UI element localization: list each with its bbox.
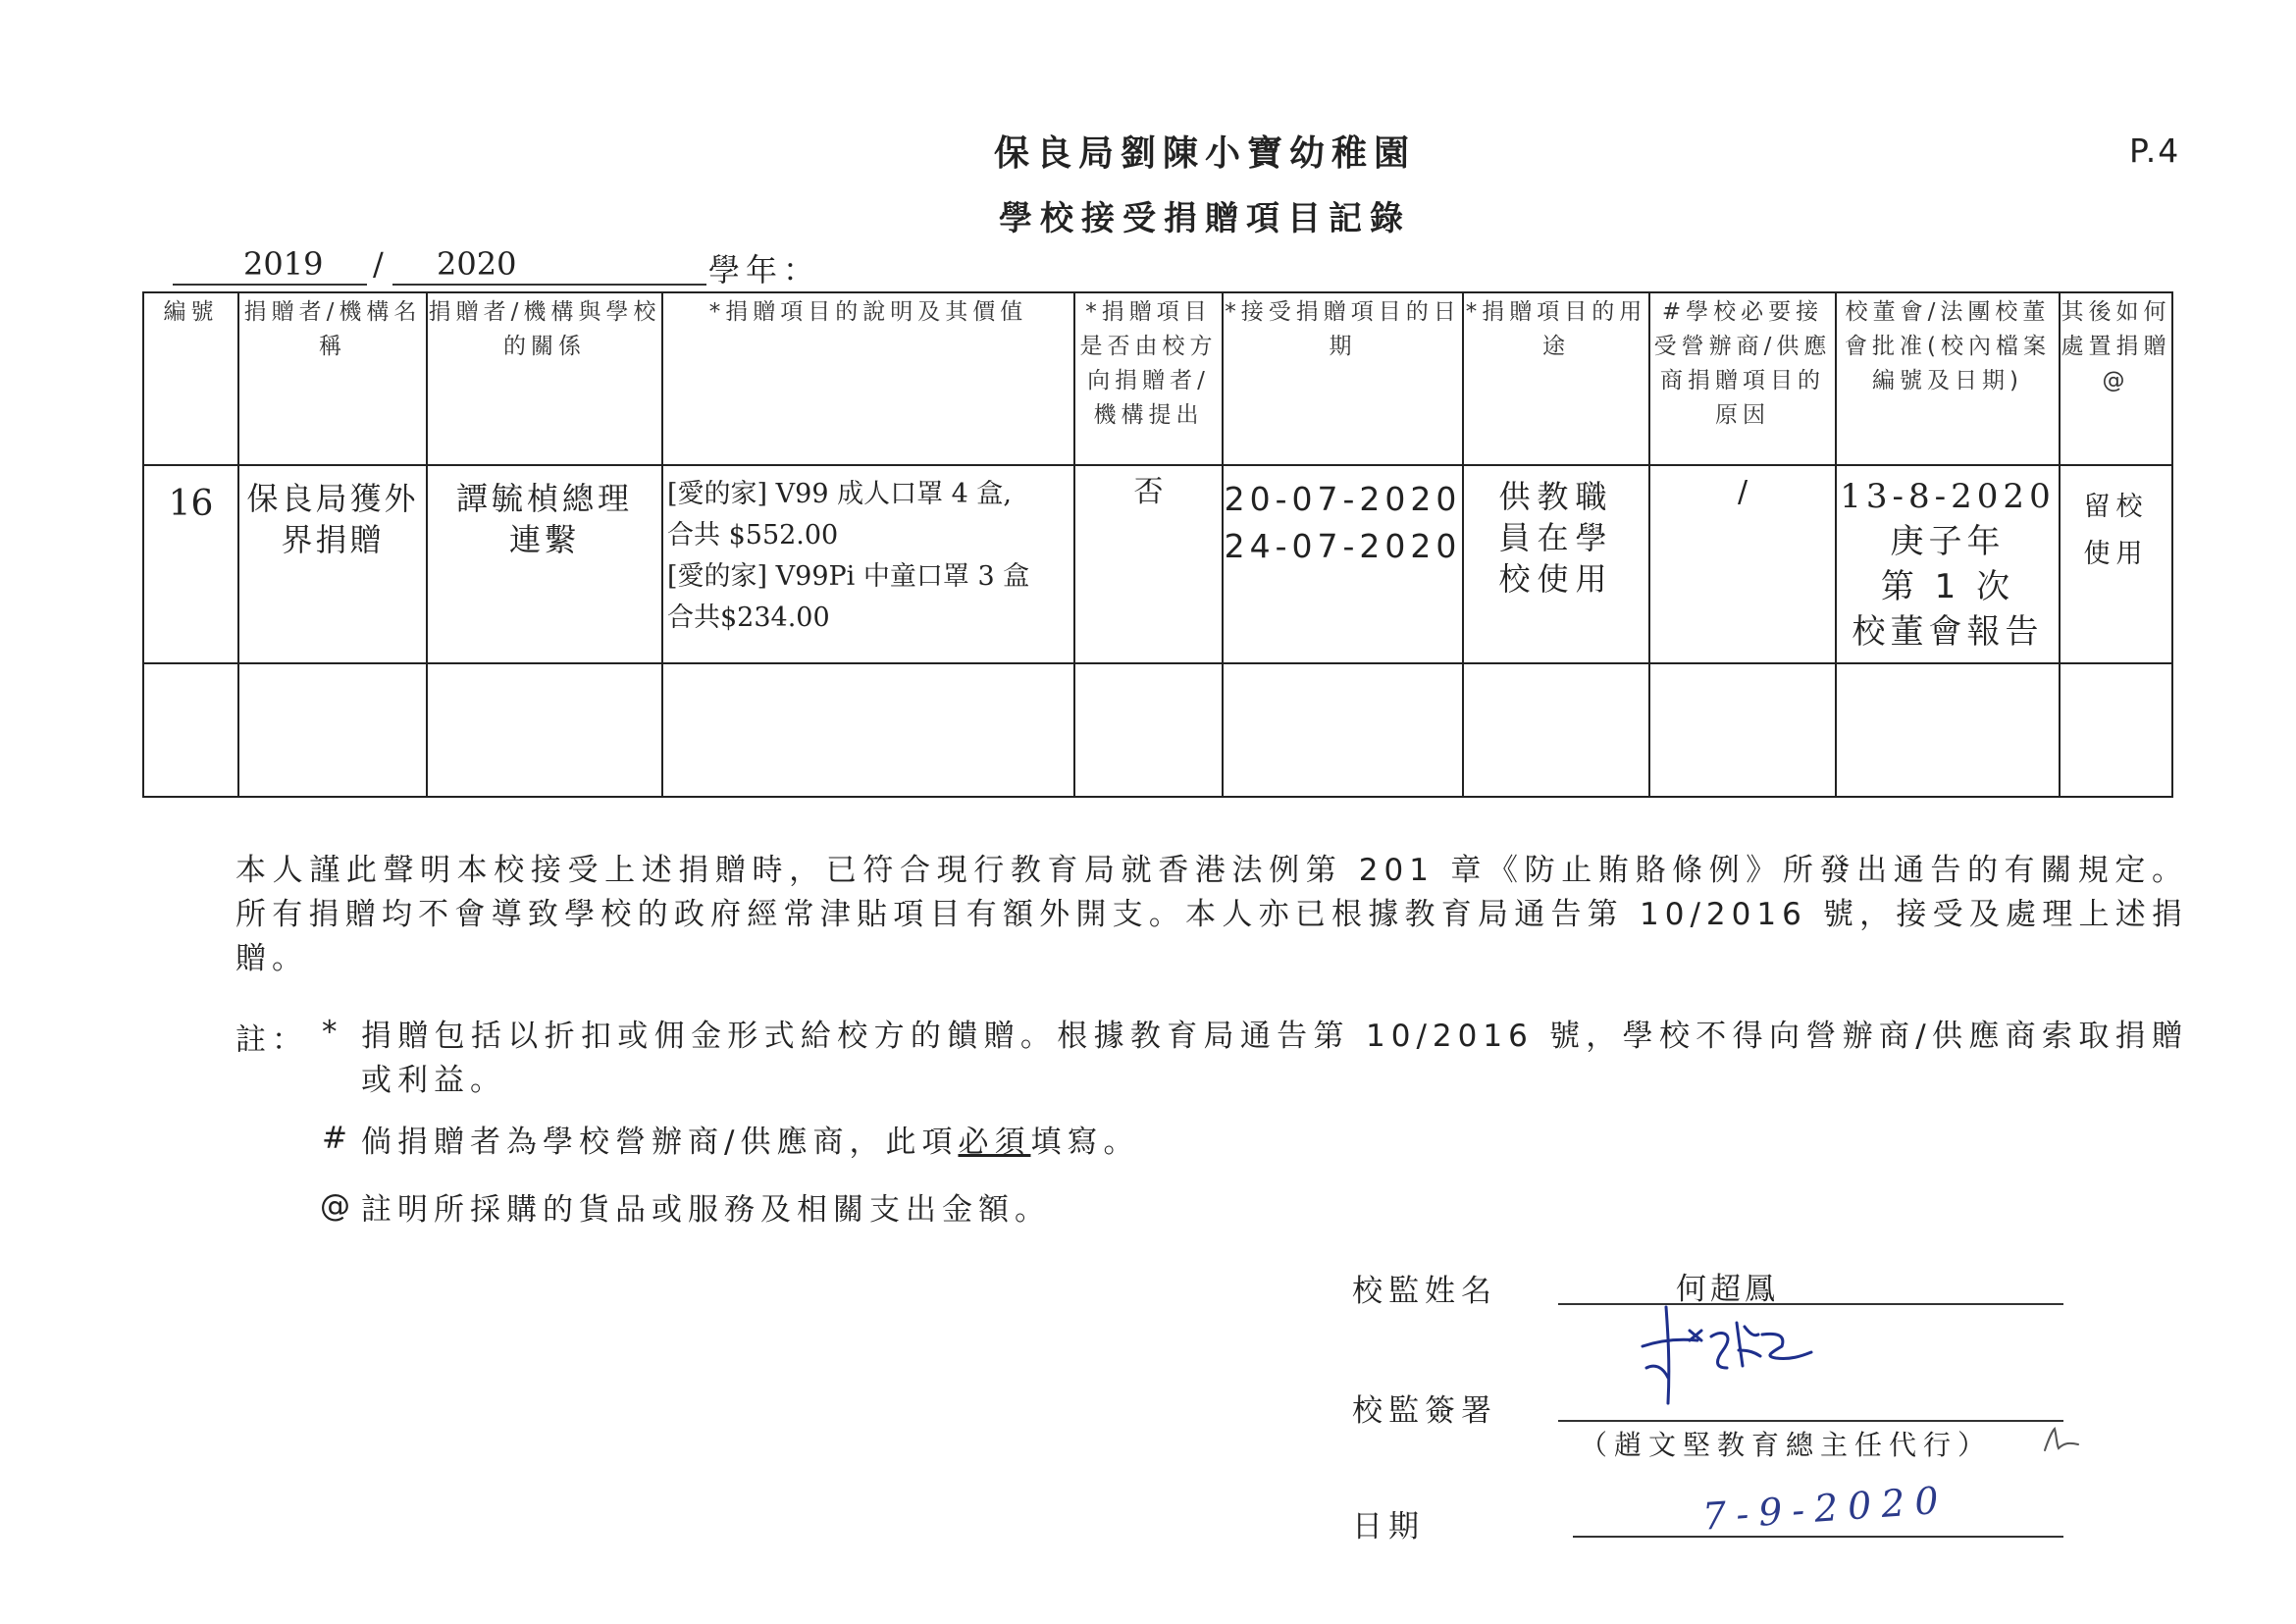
approval-year: 庚子年	[1890, 522, 2006, 561]
row-donor-relation: 譚毓楨總理連繫	[427, 465, 662, 663]
notes-label: 註：	[235, 1022, 308, 1058]
row-description	[662, 465, 1074, 663]
school-year-end: 2020	[437, 245, 517, 283]
description-line: 合共 $552.00	[667, 520, 839, 550]
row-number: 16	[143, 465, 238, 663]
approval-meeting: 第 1 次	[1880, 567, 2015, 606]
description-line: 合共$234.00	[667, 602, 830, 633]
row-initiated: 否	[1074, 465, 1223, 663]
header-date-accepted: *接受捐贈項目的日期	[1223, 292, 1463, 465]
year-start-underline	[173, 284, 367, 286]
note-star-text: 捐贈包括以折扣或佣金形式給校方的饋贈。根據教育局通告第 10/2016 號，學校不得向營辦商/供應商索取捐贈或利益。	[361, 1019, 2188, 1098]
donation-record-table	[142, 291, 2173, 798]
header-purpose: *捐贈項目的用途	[1463, 292, 1649, 465]
row-donor-name: 保良局獲外界捐贈	[238, 465, 427, 663]
school-year-separator: /	[373, 245, 384, 283]
header-donor-relation: 捐贈者/機構與學校的關係	[427, 292, 662, 465]
table-row-empty	[143, 663, 2172, 797]
date-received-1: 20-07-2020	[1224, 480, 1462, 518]
underlined-must: 必須	[958, 1125, 1031, 1160]
header-initiated-by-school: *捐贈項目是否由校方向捐贈者/機構提出	[1074, 292, 1223, 465]
handwritten-date: 7-9-2020	[1700, 1478, 1950, 1539]
note-at-symbol: @	[320, 1188, 350, 1224]
signed-on-behalf-note: （趙文堅教育總主任代行）	[1580, 1429, 1993, 1461]
header-number: 編號	[143, 292, 238, 465]
page-number: P.4	[2129, 131, 2181, 170]
note-star-symbol: *	[322, 1015, 338, 1050]
header-donor-name: 捐贈者/機構名稱	[238, 292, 427, 465]
initial-mark	[2039, 1425, 2082, 1454]
description-line: [愛的家] V99 成人口罩 4 盒,	[667, 479, 1013, 509]
table-header-row	[143, 292, 2172, 465]
date-received-2: 24-07-2020	[1224, 527, 1462, 565]
approval-report: 校董會報告	[1852, 612, 2044, 652]
school-year-start: 2019	[243, 245, 324, 283]
header-reason: #學校必要接受營辦商/供應商捐贈項目的原因	[1649, 292, 1836, 465]
header-description-value: *捐贈項目的說明及其價值	[662, 292, 1074, 465]
school-year-label: 學年：	[708, 251, 821, 288]
row-board-approval	[1836, 465, 2060, 663]
note-hash-symbol: #	[322, 1121, 347, 1156]
declaration-paragraph: 本人謹此聲明本校接受上述捐贈時，已符合現行教育局就香港法例第 201 章《防止賄賂條例》所發出通告的有關規定。所有捐贈均不會導致學校的政府經常津貼項目有額外開支。本人亦已根據教育局通告第 10/2016 號，接受及處理上述捐贈。	[235, 853, 2188, 976]
year-end-underline	[392, 284, 706, 286]
table-row	[143, 465, 2172, 663]
date-line	[1573, 1536, 2063, 1538]
school-name: 保良局劉陳小寶幼稚園	[993, 133, 1416, 174]
approval-date: 13-8-2020	[1840, 477, 2056, 516]
row-purpose: 供教職員在學校使用	[1463, 465, 1649, 663]
row-reason: /	[1649, 465, 1836, 663]
supervisor-name: 何超鳳	[1676, 1272, 1779, 1307]
document-title: 學校接受捐贈項目記錄	[999, 199, 1411, 238]
row-disposal: 留校使用	[2060, 465, 2172, 663]
supervisor-signature-line	[1558, 1420, 2063, 1422]
date-label: 日期	[1352, 1509, 1425, 1545]
note-at-text: 註明所採購的貨品或服務及相關支出金額。	[361, 1192, 1051, 1228]
header-board-approval: 校董會/法團校董會批准(校內檔案編號及日期)	[1836, 292, 2060, 465]
description-line: [愛的家] V99Pi 中童口罩 3 盒	[667, 561, 1030, 592]
supervisor-signature-label: 校監簽署	[1352, 1393, 1497, 1429]
row-dates	[1223, 465, 1463, 663]
handwritten-signature	[1629, 1295, 1825, 1413]
note-hash-text: 倘捐贈者為學校營辦商/供應商，此項必須填寫。	[361, 1125, 1140, 1160]
header-disposal: 其後如何處置捐贈@	[2060, 292, 2172, 465]
supervisor-name-label: 校監姓名	[1352, 1274, 1497, 1309]
